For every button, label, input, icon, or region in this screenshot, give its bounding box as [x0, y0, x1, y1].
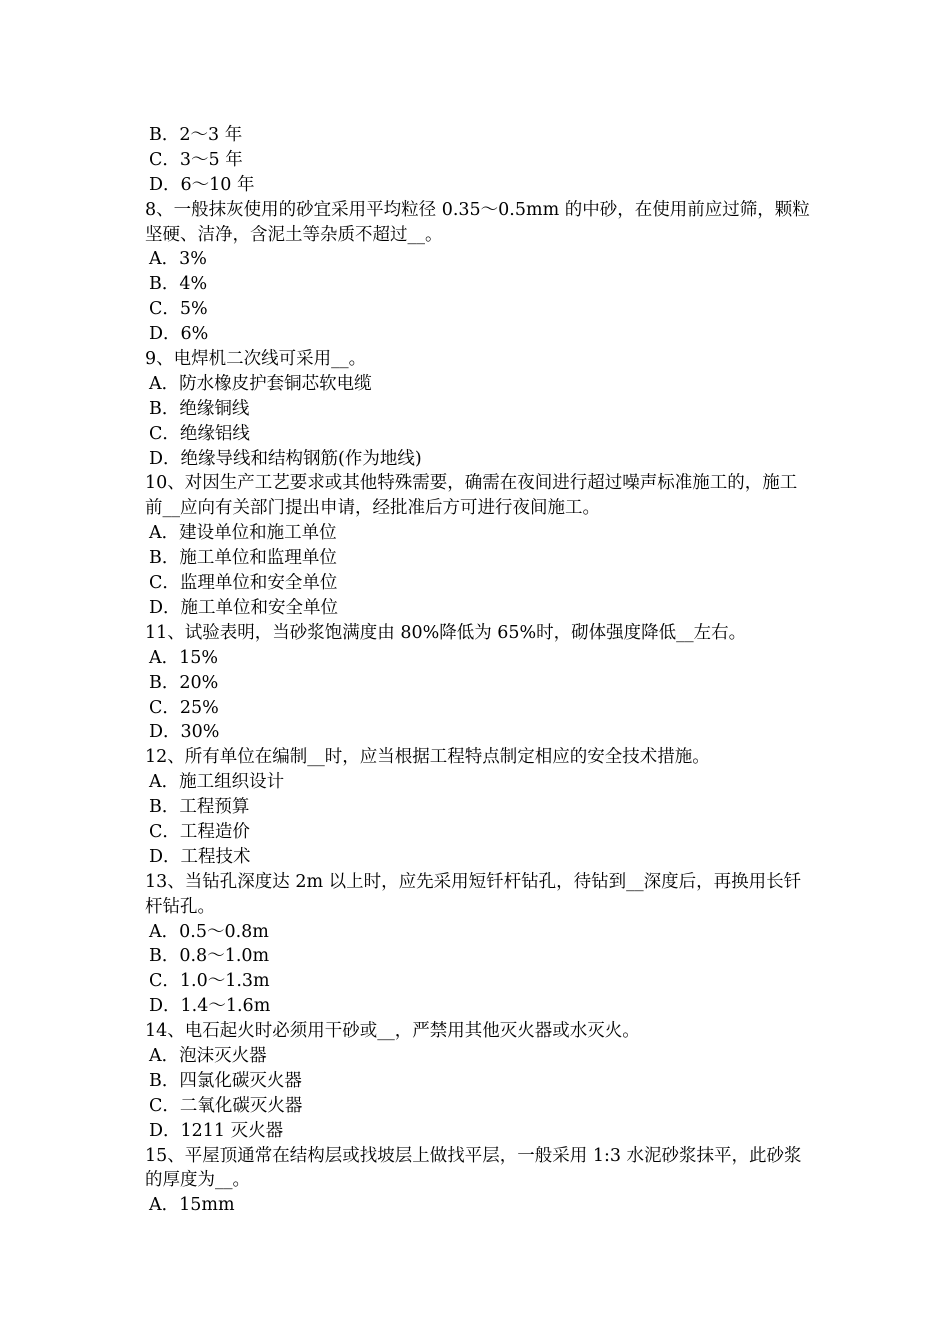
option-line: D．1211 灭火器	[149, 1120, 284, 1141]
option-line: B．0.8～1.0m	[149, 946, 270, 967]
option-line: C．3～5 年	[149, 149, 243, 170]
option-line: C．二氧化碳灭火器	[149, 1095, 303, 1116]
option-line: A．15%	[149, 647, 219, 668]
option-line: C．1.0～1.3m	[149, 971, 270, 992]
question-list	[145, 123, 810, 1218]
option-line: D．30%	[149, 722, 220, 743]
option-line: A．施工组织设计	[149, 772, 285, 793]
option-line: D．施工单位和安全单位	[149, 597, 339, 618]
option-line: B．2～3 年	[149, 125, 243, 145]
option-line: A．泡沫灭火器	[149, 1046, 267, 1066]
option-line: C．监理单位和安全单位	[149, 573, 338, 594]
question-text: 13、当钻孔深度达 2m 以上时，应先采用短钎杆钻孔，待钻到__深度后，再换用长钎杆钻孔。	[145, 871, 802, 917]
option-line: D．6～10 年	[149, 174, 255, 195]
option-line: D．6%	[149, 324, 209, 345]
option-line: A．建设单位和施工单位	[149, 523, 337, 544]
option-line: A．防水橡皮护套铜芯软电缆	[149, 373, 372, 394]
question-text: 10、对因生产工艺要求或其他特殊需要，确需在夜间进行超过噪声标准施工的，施工前__应向有关部门提出申请，经批准后方可进行夜间施工。	[145, 473, 798, 519]
option-line: C．5%	[149, 299, 208, 320]
option-line: D．绝缘导线和结构钢筋(作为地线)	[149, 448, 422, 469]
option-line: B．四氯化碳灭火器	[149, 1070, 302, 1091]
option-line: B．绝缘铜线	[149, 398, 250, 419]
question-text: 15、平屋顶通常在结构层或找坡层上做找平层，一般采用 1:3 水泥砂浆抹平，此砂浆的厚度为__。	[145, 1145, 802, 1191]
option-line: C．25%	[149, 697, 219, 718]
question-text: 11、试验表明，当砂浆饱满度由 80%降低为 65%时，砌体强度降低__左右。	[145, 622, 747, 643]
option-line: A．3%	[149, 249, 207, 270]
option-line: D．1.4～1.6m	[149, 996, 271, 1017]
option-line: B．4%	[149, 274, 208, 295]
option-line: D．工程技术	[149, 846, 251, 867]
option-line: C．绝缘铝线	[149, 423, 250, 444]
question-text: 14、电石起火时必须用干砂或__，严禁用其他灭火器或水灭火。	[145, 1021, 640, 1042]
question-text: 12、所有单位在编制__时，应当根据工程特点制定相应的安全技术措施。	[145, 747, 710, 768]
question-text: 8、一般抹灰使用的砂宜采用平均粒径 0.35～0.5mm 的中砂，在使用前应过筛，颗粒坚硬、洁净，含泥土等杂质不超过__。	[145, 199, 810, 245]
option-line: C．工程造价	[149, 821, 250, 842]
option-line: B．施工单位和监理单位	[149, 548, 337, 569]
question-text: 9、电焊机二次线可采用__。	[145, 349, 367, 370]
option-line: B．20%	[149, 672, 219, 693]
option-line: A．15mm	[149, 1195, 235, 1216]
option-line: A．0.5～0.8m	[149, 921, 269, 942]
option-line: B．工程预算	[149, 797, 250, 818]
